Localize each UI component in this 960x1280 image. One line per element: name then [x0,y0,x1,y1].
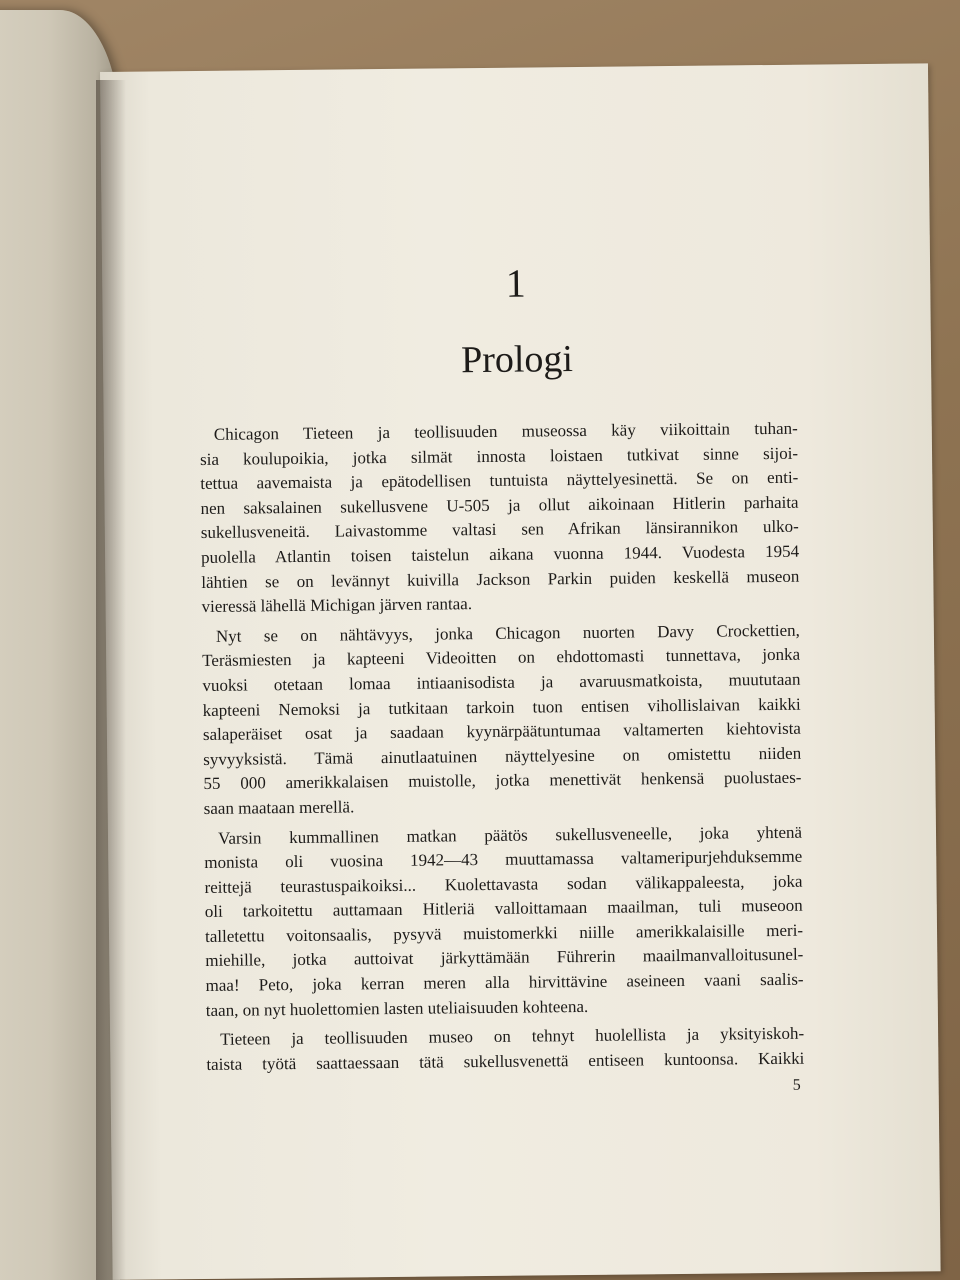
text-line: oli tarkoitettu auttamaan Hitleriä valloittamaan maailman, tuli museoon [204,895,803,922]
paragraph-4 [206,1022,804,1077]
text-line: Nyt se on nähtävyys, jonka Chicagon nuorten Davy Crockettien, [215,620,800,646]
text-line: nen saksalainen sukellusvene U-505 ja ollut aikoinaan Hitlerin parhaita [200,492,799,518]
text-line: syvyyksistä. Tämä ainutlaatuinen näyttelyesine on omistettu niiden [203,743,802,769]
text-line: tettua aavemaista ja epätodellisen tuntuista näyttelyesinettä. Se on enti- [200,467,799,494]
text-line: Varsin kummallinen matkan päätös sukellusveneelle, joka yhtenä [217,822,803,848]
chapter-number: 1 [505,260,527,306]
text-line: Tieteen ja teollisuuden museo on tehnyt huolellista ja yksityiskoh- [220,1023,805,1050]
text-line: monista oli vuosina 1942—43 muuttamassa valtameripurjehduksemme [204,846,803,873]
text-line: talletettu voitonsaalis, pysyvä muistomerkki niille amerikkalaisille meri- [204,920,804,946]
page-number: 5 [792,1076,801,1094]
text-line: sukellusveneitä. Laivastomme valtasi sen Afrikan länsirannikon ulko- [200,517,799,543]
text-line: Teräsmiesten ja kapteeni Videoitten on ehdottomasti tunnettava, jonka [202,645,801,671]
text-line: taan, on nyt huolettomien lasten uteliaisuuden kohteena. [205,996,589,1020]
text-line: maa! Peto, joka kerran meren alla hirvittävine aseineen vaani saalis- [205,969,804,996]
paragraph-2 [202,618,802,821]
text-line: taista työtä saattaessaan tätä sukellusvenettä entiseen kuntoonsa. Kaikki [206,1048,805,1074]
text-line: salaperäiset osat ja saadaan kyynärpäätuntumaa valtamerten kiehtovista [202,718,802,745]
text-line: vieressä lähellä Michigan järven rantaa. [201,594,473,617]
text-line: vuoksi otetaan lomaa intiaanisodista ja avaruusmatkoista, muututaan [202,669,801,695]
page-content [100,63,941,1280]
text-line: reittejä teurastuspaikoiksi... Kuolettavasta sodan välikappaleesta, joka [204,871,803,897]
text-line: lähtien se on levännyt kuivilla Jackson Parkin puiden keskellä museon [201,566,800,592]
gutter-shadow [96,80,126,1280]
text-line: Chicagon Tieteen ja teollisuuden museossa käy viikoittain tuhan- [213,418,798,444]
paragraph-3 [204,820,804,1023]
body-text [200,417,805,1083]
book-page [100,63,941,1280]
text-line: sia koulupoikia, jotka silmät innosta loistaen tutkivat sinne sijoi- [199,443,799,469]
text-line: miehille, jotka auttoivat järkyttämään Führerin maailmanvalloitusunel- [205,945,804,971]
paragraph-1 [200,417,800,620]
text-line: 55 000 amerikkalaisen muistolle, jotka menettivät henkensä puolustaes- [203,768,802,794]
text-line: saan maataan merellä. [203,797,355,818]
text-line: puolella Atlantin toisen taistelun aikana vuonna 1944. Vuodesta 1954 [200,541,800,567]
chapter-title: Prologi [460,338,574,382]
text-line: kapteeni Nemoksi ja tutkitaan tarkoin tuon entisen vihollislaivan kaikki [202,694,801,720]
